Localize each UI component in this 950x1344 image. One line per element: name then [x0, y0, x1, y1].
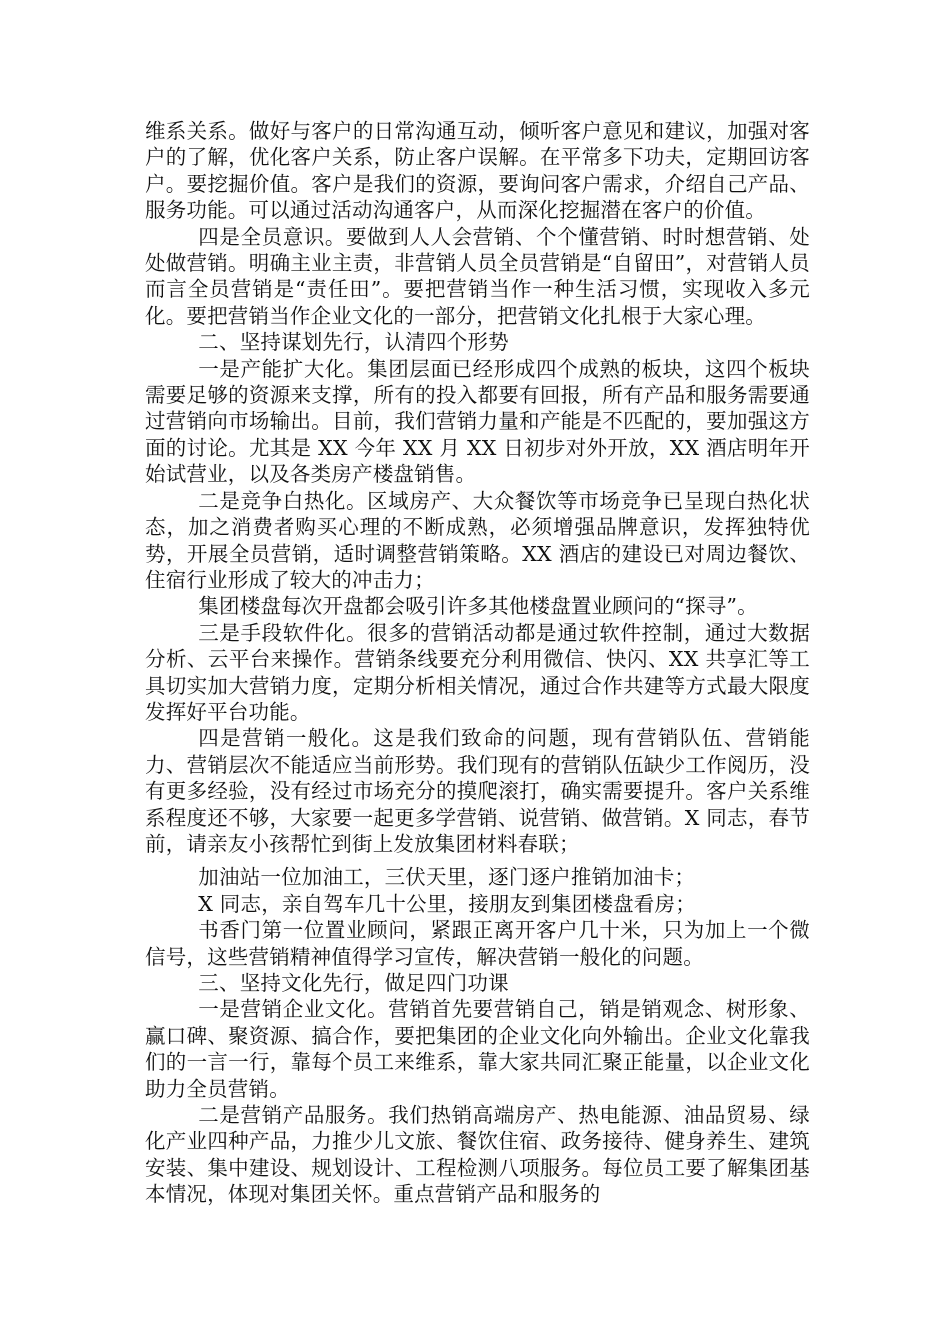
paragraph: 四是全员意识。要做到人人会营销、个个懂营销、时时想营销、处处做营销。明确主业主责，非营销人员全员营销是“自留田”，对营销人员而言全员营销是“责任田”。要把营销当作一种生活习惯，实现收入多元化。要把营销当作企业文化的一部分，把营销文化扎根于大家心理。	[145, 224, 810, 328]
paragraph: 一是产能扩大化。集团层面已经形成四个成熟的板块，这四个板块需要足够的资源来支撑，所有的投入都要有回报，所有产品和服务需要通过营销向市场输出。目前，我们营销力量和产能是不匹配的，要加强这方面的讨论。尤其是 XX 今年 XX 月 XX 日初步对外开放，XX 酒店明年开始试营业，以及各类房产楼盘销售。	[145, 356, 810, 487]
section-heading: 三、坚持文化先行，做足四门功课	[198, 971, 509, 995]
paragraph: 三是手段软件化。很多的营销活动都是通过软件控制，通过大数据分析、云平台来操作。营销条线要充分利用微信、快闪、XX 共享汇等工具切实加大营销力度，定期分析相关情况，通过合作共建等方式最大限度发挥好平台功能。	[145, 620, 810, 724]
paragraph: 四是营销一般化。这是我们致命的问题，现有营销队伍、营销能力、营销层次不能适应当前形势。我们现有的营销队伍缺少工作阅历，没有更多经验，没有经过市场充分的摸爬滚打，确实需要提升。客户关系维系程度还不够，大家要一起更多学营销、说营销、做营销。X 同志，春节前，请亲友小孩帮忙到街上发放集团材料春联；	[145, 726, 810, 856]
paragraph: 一是营销企业文化。营销首先要营销自己，销是销观念、树形象、赢口碑、聚资源、搞合作，要把集团的企业文化向外输出。企业文化靠我们的一言一行，靠每个员工来维系，靠大家共同汇聚正能量，以企业文化助力全员营销。	[145, 997, 810, 1101]
paragraph: 二是竞争白热化。区域房产、大众餐饮等市场竞争已呈现白热化状态，加之消费者购买心理的不断成熟，必须增强品牌意识，发挥独特优势，开展全员营销，适时调整营销策略。XX 酒店的建设已对周边餐饮、住宿行业形成了较大的冲击力；	[145, 488, 810, 592]
section-heading: 二、坚持谋划先行，认清四个形势	[198, 330, 509, 355]
document-body	[145, 118, 810, 1208]
paragraph: 二是营销产品服务。我们热销高端房产、热电能源、油品贸易、绿化产业四种产品，力推少儿文旅、餐饮住宿、政务接待、健身养生、建筑安装、集中建设、规划设计、工程检测八项服务。每位员工要了解集团基本情况，体现对集团关怀。重点营销产品和服务的	[145, 1103, 810, 1207]
paragraph: X 同志，亲自驾车几十公里，接朋友到集团楼盘看房；	[198, 891, 696, 916]
paragraph: 维系关系。做好与客户的日常沟通互动，倾听客户意见和建议，加强对客户的了解，优化客户关系，防止客户误解。在平常多下功夫，定期回访客户。要挖掘价值。客户是我们的资源，要询问客户需求，介绍自己产品、服务功能。可以通过活动沟通客户，从而深化挖掘潜在客户的价值。	[145, 119, 810, 223]
paragraph: 集团楼盘每次开盘都会吸引许多其他楼盘置业顾问的“探寻”。	[198, 594, 758, 619]
paragraph: 加油站一位加油工，三伏天里，逐门逐户推销加油卡；	[198, 865, 696, 890]
paragraph: 书香门第一位置业顾问，紧跟正离开客户几十米，只为加上一个微信号，这些营销精神值得学习宣传，解决营销一般化的问题。	[145, 918, 810, 969]
